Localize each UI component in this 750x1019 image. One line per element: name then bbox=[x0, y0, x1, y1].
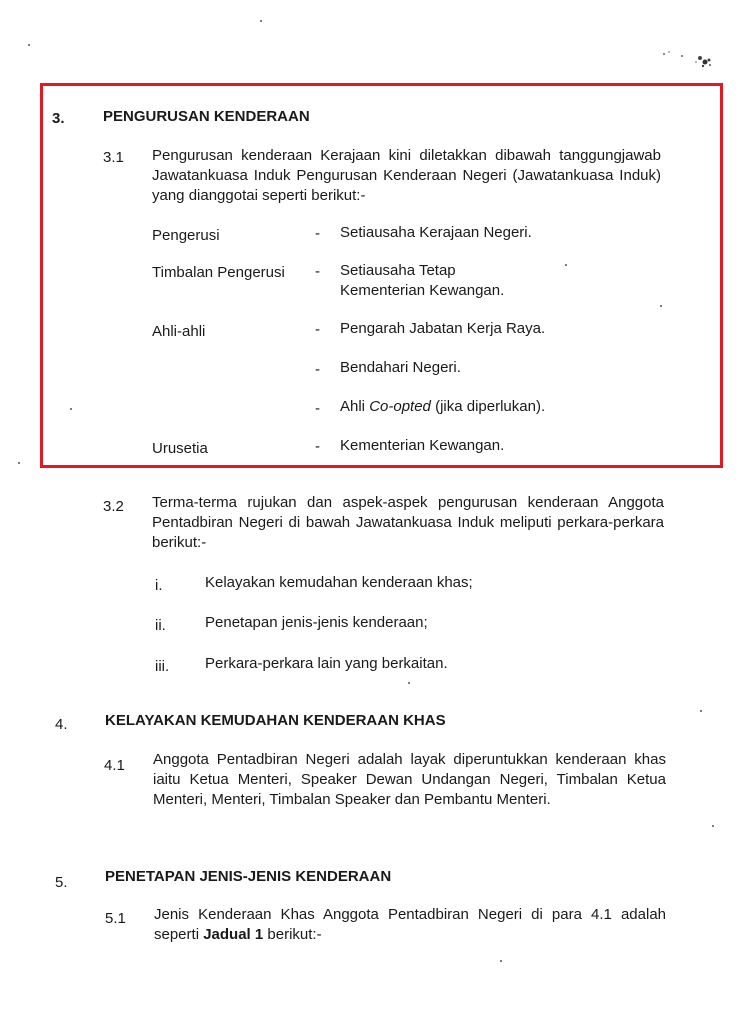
committee-member-2: Bendahari Negeri. bbox=[340, 359, 461, 376]
paragraph-5-1-text-after: berikut:- bbox=[263, 926, 322, 943]
committee-role-members: Ahli-ahli bbox=[152, 323, 206, 340]
list-item-marker: iii. bbox=[155, 658, 170, 675]
section-5-heading: PENETAPAN JENIS-JENIS KENDERAAN bbox=[105, 868, 392, 885]
committee-dash: - bbox=[315, 263, 320, 280]
scan-speck bbox=[408, 682, 410, 684]
scan-speck bbox=[700, 710, 702, 712]
list-item-text: Perkara-perkara lain yang berkaitan. bbox=[205, 655, 448, 672]
section-4-number: 4. bbox=[55, 716, 68, 733]
committee-value-deputy-line2: Kementerian Kewangan. bbox=[340, 282, 505, 299]
paragraph-3-1-text: Pengurusan kenderaan Kerajaan kini diletakkan dibawah tanggungjawab Jawatankuasa Induk Pengurusan Kenderaan Negeri (Jawatankuasa Induk) yang dianggotai seperti berikut:- bbox=[152, 147, 661, 204]
paragraph-3-2-number: 3.2 bbox=[103, 498, 124, 515]
list-item-text: Penetapan jenis-jenis kenderaan; bbox=[205, 614, 428, 631]
committee-role-secretariat: Urusetia bbox=[152, 440, 208, 457]
committee-dash: - bbox=[315, 321, 320, 338]
paragraph-5-1-number: 5.1 bbox=[105, 910, 126, 927]
paragraph-4-1-number: 4.1 bbox=[104, 757, 125, 774]
paragraph-4-1-text: Anggota Pentadbiran Negeri adalah layak diperuntukkan kenderaan khas iaitu Ketua Menteri, Speaker Dewan Undangan Negeri, Timbalan Ketua Menteri, Menteri, Timbalan Speaker dan Pembantu Menteri. bbox=[153, 751, 666, 808]
member-3-italic: Co-opted bbox=[369, 398, 431, 415]
scan-speck bbox=[260, 20, 262, 22]
section-4-heading: KELAYAKAN KEMUDAHAN KENDERAAN KHAS bbox=[105, 712, 446, 729]
committee-dash: - bbox=[315, 400, 320, 417]
section-3-number: 3. bbox=[52, 110, 65, 127]
scan-speck bbox=[18, 462, 20, 464]
member-3-prefix: Ahli bbox=[340, 398, 370, 415]
list-item-marker: i. bbox=[155, 577, 163, 594]
committee-role-deputy: Timbalan Pengerusi bbox=[152, 264, 285, 281]
paragraph-5-1-text-before: Jenis Kenderaan Khas Anggota Pentadbiran Negeri di para 4.1 adalah seperti bbox=[154, 906, 666, 943]
committee-role-chair: Pengerusi bbox=[152, 227, 220, 244]
scan-speck bbox=[712, 825, 714, 827]
section-5-number: 5. bbox=[55, 874, 68, 891]
scan-noise-graphic bbox=[660, 48, 720, 76]
committee-value-deputy-line1: Setiausaha Tetap bbox=[340, 262, 456, 279]
committee-dash: - bbox=[315, 225, 320, 242]
schedule-1-reference: Jadual 1 bbox=[203, 926, 264, 943]
committee-dash: - bbox=[315, 361, 320, 378]
paragraph-5-1-text bbox=[154, 905, 666, 945]
list-item-marker: ii. bbox=[155, 617, 166, 634]
scan-speck bbox=[500, 960, 502, 962]
committee-member-1: Pengarah Jabatan Kerja Raya. bbox=[340, 320, 546, 337]
member-3-suffix: (jika diperlukan). bbox=[430, 398, 546, 415]
paragraph-3-1-number: 3.1 bbox=[103, 149, 124, 166]
committee-dash: - bbox=[315, 438, 320, 455]
paragraph-3-2-text: Terma-terma rujukan dan aspek-aspek pengurusan kenderaan Anggota Pentadbiran Negeri di bawah Jawatankuasa Induk meliputi perkara-perkara berikut:- bbox=[152, 494, 664, 551]
committee-value-chair: Setiausaha Kerajaan Negeri. bbox=[340, 224, 532, 241]
scan-speck bbox=[28, 44, 30, 46]
committee-member-3 bbox=[340, 398, 545, 415]
section-3-heading: PENGURUSAN KENDERAAN bbox=[103, 108, 310, 125]
list-item-text: Kelayakan kemudahan kenderaan khas; bbox=[205, 574, 473, 591]
committee-value-secretariat: Kementerian Kewangan. bbox=[340, 437, 505, 454]
